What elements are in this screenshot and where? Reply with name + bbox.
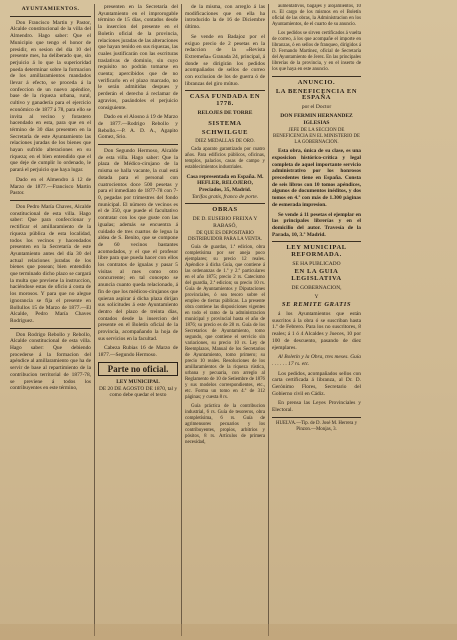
notice-bollullos: Don Pedro María Chaves, Alcalde constitucional de esta villa. Hago saber: Que para confeccionar y rectificar el amillaramiento de la riqueza pública de esta localidad, todos los vecinos y hacendados presenten en la Secretaría de este Ayuntamiento antes del día 30 del actual relaciones juradas de los bienes que posean; bien entendido que terminado dicho plazo se cargará la multa que previene la instruccion, haciéndose estas de oficio á costa de los morosos. Y para que no alegue ignorancia se fija el presente en Bollullos 15 de Marzo de 1877.—El Alcalde, Pedro María Chaves Rodriguez. [10, 203, 91, 324]
ley-municipal-heading: LEY MUNICIPAL [116, 378, 160, 385]
divider [98, 144, 178, 145]
ley-reformada-title: LEY MUNICIPAL REFORMADA. [286, 244, 347, 259]
notice-almendro-date: Dado en el Almendro á 12 de Marzo de 1877.—Francisco Martin Pastor. [10, 176, 91, 197]
notice-almendro: Don Francisco Martin y Pastor, Alcalde constitucional de la villa del Almendro. Hago saber: Que el Municipio que tengo el honor de presidir, en sesion del dia 10 del presente mes, ha deliberado que, sin perjuicio á lo que la superioridad pueda determinar sobre la formacion de los amillaramientos mandados llevar á efecto, se proceda á la confeccion de un nuevo apéndice, base de la riqueza urbana, rural, cultivo y ganadería para el ejercicio económico de 1877 á 78, para ello se invita al vecino y forastero hacendado en esta, para que en el término de 30 días presenten en la Secretaría de este Ayuntamiento las relaciones juradas de los bienes que hayan sufrido alteraciones en su riqueza; en el bien entendido que el que deje de cumplir lo ordenado, le parará el perjuicio que haya lugar. [10, 19, 91, 174]
ley-published: SE HA PUBLICADO [292, 260, 341, 267]
divider [185, 90, 265, 91]
obras-pedidos: Los pedidos se sirven certificados á vuelta de correo, á los que acompañe el importe en libranzas, ó en sellos de franqueo, dirigidos á D. Fernando Martínez, oficial de Secretaría del Ayuntamiento de Jerez. En las principales librerías de la provincia, y en el inserto de los que haya en este anuncio. [272, 31, 361, 72]
notice-alosno-cont: presenten en la Secretaría del Ayuntamiento en el improrogable término de 15 días, contados desde la insercion del presente en el Boletín oficial de la provincia, relaciones juradas de las alteraciones que hayan tenido en sus riquezas, las cuales justificarán con las escrituras traslativas de dominio, sin cuyo requisito no podrán tomarse en cuenta; apercibidos que de no verificarlo en el plazo marcado, no le serán admitidas despues y perderán el derecho á reclamar de agravios, pasándoles el perjuicio consiguiente. [98, 4, 178, 111]
anuncio-heading: ANUNCIO. [297, 79, 336, 86]
clock-ad-system: SISTEMA SCHWILGUE [201, 119, 249, 136]
ley-addr: Al Boletín y la Obra, tres meses. Guía . . . . . . 17 rs. etc. [272, 354, 361, 367]
obras-author: DE D. EUSEBIO FREIXA Y RABASÓ, [192, 216, 258, 229]
ley-gob: DE GOBERNACION, [291, 284, 342, 291]
notice-cabeza-rubias-date: Cabeza Rubias 16 de Marzo de 1877.—Segundo Hermoso. [98, 345, 178, 359]
ley-pedidos: Los pedidos, acompañados sellos con carta certificada á libranza, al Dr. D. Gerónimo Flores, Secretario del Gobierno civil en Cádiz. [272, 370, 361, 397]
column-2 [94, 4, 181, 636]
beneficencia-price: Se vende á 11 pesetas el ejemplar en las principales librerías y en el domicilio del autor. Travesía de la Parada, 10, 3.º Madrid. [272, 211, 361, 238]
divider [272, 76, 361, 77]
printer-footer: HUELVA.—Tip. de D. José M. Herrera y Pinzon.—Monjas, 3. [275, 420, 358, 432]
obras-sub: DE QUE ES DEPOSITARIO DISTRIBUIDOR PARA LA VENTA. [187, 231, 263, 243]
divider [185, 203, 265, 204]
notice-alosno: Don Rodrigo Rebollo y Rebollo, Alcalde constitucional de esta villa. Hago saber: Que debiendo procederse á la formacion del apéndice al amillaramiento que ha de servir de base al repartimiento de la contribucion territorial de 1877-78, se previene á todos los contribuyentes en este término, [10, 331, 91, 392]
beneficencia-role: JEFE DE LA SECCION DE BENEFICENCIA EN EL MINISTERIO DE LA GOBERNACION. [272, 128, 361, 146]
ley-venta: En prensa las Leyes Provinciales y Electoral. [272, 400, 361, 414]
clock-ad-founded: CASA FUNDADA EN 1778. [189, 93, 261, 108]
clock-ad-tarifas: Tarifas gratis, franco de porte. [191, 193, 259, 200]
section-heading-ayuntamientos: AYUNTAMIENTOS. [21, 6, 80, 12]
ley-text-cont: de la misma, con arreglo á las modificaciones que en ella ha introducido la de 16 de Diciembre último. [185, 4, 265, 31]
beneficencia-body: Esta obra, única de su clase, es una exposicion histórico-crítica y legal completa de aquel importante servicio administrativo por los honrosos precedentes tiene en España. Consta de seis libros con 10 tomos apéndices, algunos de documentos inéditos, y dos tomos en 4.º con más de 1.300 páginas de esmerada impresion. [272, 148, 361, 208]
beneficencia-title: LA BENEFICENCIA EN ESPAÑA [275, 87, 358, 102]
notice-alosno-date: Dado en el Alosno á 19 de Marzo de 1877.—Rodrigo Rebollo y Rebollo.—P. A. D. A., Agapito Gomez, Srio. [98, 114, 178, 141]
divider [10, 16, 91, 17]
clock-ad-company: Casa representada en España. M. HEFLER, RELOJERO, Preciados, 35, Madrid. [186, 173, 264, 193]
divider [10, 328, 91, 329]
paper-stain [0, 624, 457, 640]
ley-body: á los Ayuntamientos que están suscritos á la obra ó se suscriban hasta 1.º de Febrero. Para los no suscritores, 8 reales; á 1 ó 4 Alcaldes y Jueces, 10 por 100 de descuento, pasando de diez ejemplares. [272, 310, 361, 351]
columns [7, 4, 452, 636]
ley-guia: EN LA GUIA LEGISLATIVA [291, 268, 342, 283]
ley-y: Y [314, 293, 319, 300]
clock-ad-body: Cada aparato garantizado por cuatro años. Para edificios públicos, oficinas, templos, palacios, casas de campo y establecimientos industriales. [185, 146, 265, 170]
ley-remite: SE REMITE GRATIS [281, 301, 352, 309]
ley-sale-notice: Se vende en Badajoz por el exiguo precio de 2 pesetas en la redaccion de la «Revista Extremeña» Granada 24, principal, á donde se dirigirán los pedidos acompañados de sellos de correo con exclusion de los de guerra ó de libranzas del giro mútuo. [185, 33, 265, 87]
obras-heading: OBRAS [212, 206, 238, 214]
beneficencia-sub: por el Doctor [301, 104, 332, 111]
divider [272, 241, 361, 242]
beneficencia-author: DON FERMIN HERNANDEZ IGLESIAS [280, 112, 353, 126]
column-1 [7, 4, 94, 636]
parte-no-oficial-heading: Parte no oficial. [98, 362, 178, 376]
divider [10, 200, 91, 201]
clock-ad-medals: DIEZ MEDALLAS DE ORO. [195, 138, 255, 144]
divider [272, 417, 361, 418]
clock-ad-name: RELOJES DE TORRE [197, 109, 253, 116]
obras-cont: aumentativos, bagajes y alojamientos, 10 rs. El cargo de los mismos en el Boletín oficial de las obras, la Administracion en los Ayuntamientos, de el cuarto de su anuncio. [272, 4, 361, 27]
column-3 [181, 4, 268, 636]
obras-body: Guía de guardas, 1.ª edicion, obra completísima por ser aneja poco ejemplares; su precio 12 reales. Apéndice á dicha Guía, que contiene á las ordenanzas de 1.º y 2.º particulares en el año 1875; precio 2 rs. Catecismo del guardia, 2.ª edicion; su precio 10 rs. Guía de Ayuntamientos y Diputaciones provinciales, ó sea tesoro sobre el empleo de tierras públicas. La presente obra contiene las disposiciones vigentes en todo el ramo de la administracion municipal y provincial hasta el año de 1876; su precio es de 28 rs. Guía de los Secretarios de Ayuntamiento, tomo segundo, que contiene el servicio sin variaciones, su precio 10 rs. Ley de Reemplazos, Manual de los Secretarios de Ayuntamiento, tomo primero; su precio 10 reales. Resoluciones de los amillaramientos de la riqueza rústica, urbana y pecuaria, con arreglo al Reglamento de 10 de Setiembre de 1876 y sus modelos correspondientes, etc., etc. Forma un tomo en 4.º de 312 páginas; y cuesta 8 rs. [185, 245, 265, 401]
obras-end: Guía práctica de la contribucion industrial, 6 rs. Guía de tesoreros, obra completísima, 6 rs. Guía de agrimensores pecuarios y los contribuyentes, propios, arbitrios y pósitos, 8 rs. Artículos de primera necesidad, [185, 404, 265, 446]
ley-municipal-sub: DE 20 DE AGOSTO DE 1870, tal y como debe quedar el texto [98, 385, 178, 399]
notice-cabeza-rubias: Don Segundo Hermoso, Alcalde de esta villa. Hago saber: Que la plaza de Médico-cirujano de la misma se halla vacante, la cual está dotada para el personal con cuatrocientos doce 500 pesetas y para el inmediato de 1877-78 con 7-0, pegadas por trimestres del fondo municipal. El número de vecinos es el de 350, que puede el facultativo contratar con los que guste con las igualas; además se encuentra á cuidado de tres cuartos de legua la aldea de S. Benito, que se compone de 60 vecinos bastantes acomodados, y el que el profesor libre para que pueda hacer con ellos los contratos de igualas y pasar 5 visitas al mes como otro concurrente; en tal concepto se anuncia cuanto queda relacionado, á fin de que los médicos-cirujanos que quieran aspirar á dicha plaza dirijan sus solicitudes á este Ayuntamiento dentro del plazo de treinta días, contados desde la insercion del presente en el Boletín oficial de la provincia, acompañando la hoja de sus servicios en la facultad. [98, 148, 178, 342]
column-4 [268, 4, 364, 636]
